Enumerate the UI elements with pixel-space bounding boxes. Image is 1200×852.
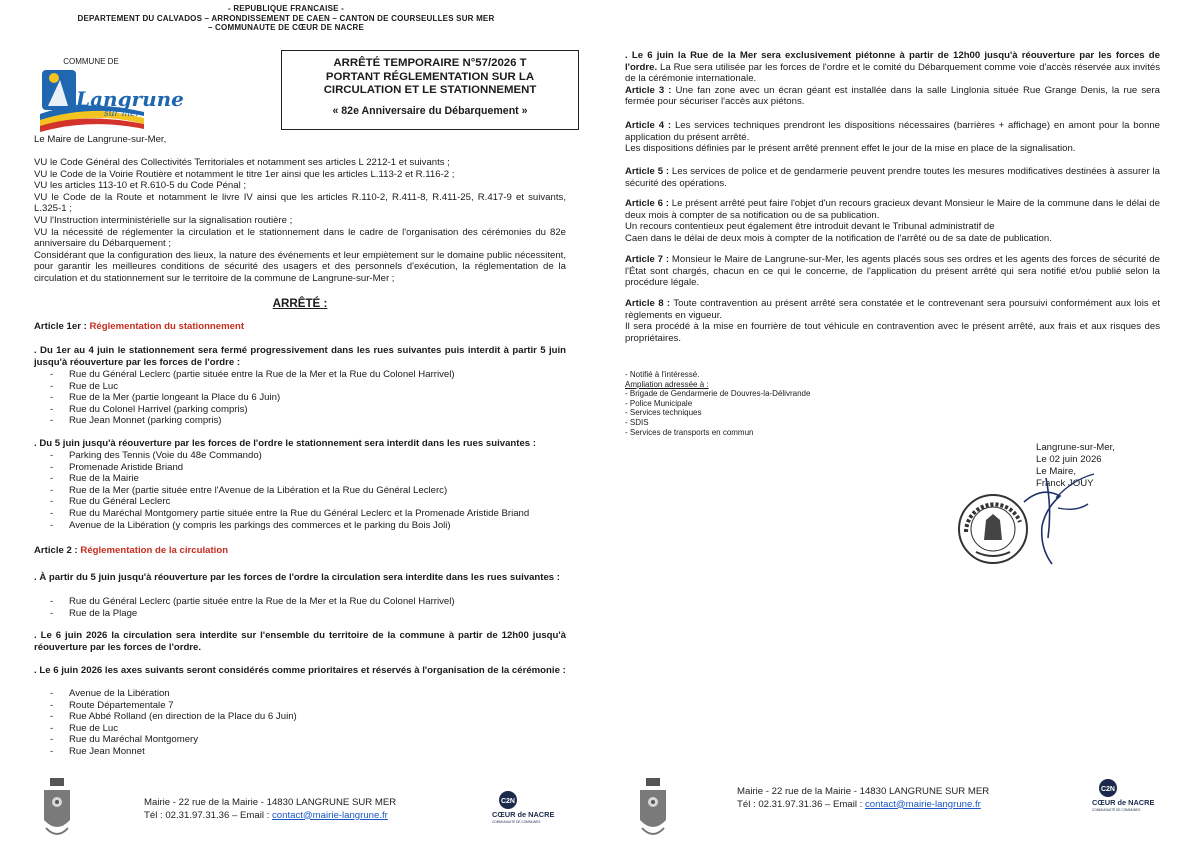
signature-name: Franck JOUY [1036,478,1094,489]
visa-item: VU les articles 113-10 et R.610-5 du Code Pénal ; [34,180,247,192]
list-item: - Rue de la Plage [50,607,138,619]
list-item: - Rue de Luc [50,722,119,734]
list-item: - Rue du Général Leclerc [50,496,171,508]
signature-place: Langrune-sur-Mer, [1036,442,1115,453]
article-1-list-2 [50,450,529,531]
title-line-3: CIRCULATION ET LE STATIONNEMENT [323,84,537,97]
footer-address: Mairie - 22 rue de la Mairie - 14830 LANGRUNE SUR MER [144,797,397,808]
article-8: Article 8 : Toute contravention au présent arrêté sera constatée et le contrevenant sera poursuivi conformément aux lois et règlements en vigueur. Il sera procédé à la mise en fourrière de tout véhicule en contravention avec le présent arrêté, aux frais et aux risques des propriétaires. [625,298,1160,344]
article-7-label: Article 7 : [625,254,670,265]
article-2-title: Réglementation de la circulation [80,545,229,556]
article-1-heading [34,321,244,333]
rue-de-la-mer-pedestrian: . Le 6 juin la Rue de la Mer sera exclusivement piétonne à partir de 12h00 jusqu'à réouverture par les forces de l'ordre. [625,50,1160,73]
svg-text:CŒUR de NACRE: CŒUR de NACRE [492,810,555,819]
list-item: - Avenue de la Libération [50,688,170,699]
list-item: - Brigade de Gendarmerie de Douvres-la-Délivrande [625,389,811,399]
article-6-text-3: Caen dans le délai de deux mois à compter de la notification de l'arrêté ou de sa date de publication. [625,232,1052,244]
article-8-label: Article 8 : [625,298,671,309]
list-item: - Rue Abbé Rolland (en direction de la Place du 6 Juin) [50,711,297,723]
coeur-de-nacre-logo-icon [490,790,555,826]
visa-item: Considérant que la configuration des lieux, la nature des événements et leur empiètement sur le domaine public nécessitent, pour garantir les meilleures conditions de sécurité des usagers et des personnels d'exécution, la réglementation de la circulation et du stationnement sur le territoire de la commune de Langrune-sur-Mer ; [34,249,566,284]
ampliation-heading: Ampliation adressée à : [625,379,709,389]
article-2-list-1 [50,596,455,619]
list-item: - Rue de la Mer (partie située entre l'Avenue de la Libération et la Rue du Général Leclerc) [50,484,448,496]
notification-block [625,370,810,437]
svg-text:C2N: C2N [1100,786,1116,793]
signature-date: Le 02 juin 2026 [1036,454,1102,465]
footer-contact [737,786,989,811]
article-6-label: Article 6 : [625,198,669,209]
title-line-1: ARRÊTÉ TEMPORAIRE N°57/2026 T [333,57,527,69]
list-item: - Avenue de la Libération (y compris les parkings des commerces et le parking du Bois Joli) [50,519,451,531]
visa-item: VU le Code de la Voirie Routière et notamment le titre 1er ainsi que les articles L.113-2 et R.116-2 ; [34,168,455,180]
coat-of-arms-icon [42,776,72,842]
article-1-para-1: . Du 1er au 4 juin le stationnement sera fermé progressivement dans les rues suivantes puis interdit à partir 5 juin jusqu'à réouverture par les forces de l'ordre : [34,345,566,368]
visa-item: VU le Code Général des Collectivités Territoriales et notamment ses articles L 2212-1 et suivants ; [34,157,450,168]
list-item: - SDIS [625,417,649,427]
list-item: - Police Municipale [625,398,693,408]
article-2-para-3: . Le 6 juin 2026 les axes suivants seront considérés comme prioritaires et réservés à l'organisation de la cérémonie : [34,665,566,676]
svg-text:COMMUNAUTÉ DE COMMUNES: COMMUNAUTÉ DE COMMUNES [492,820,541,824]
list-item: - Services techniques [625,408,702,418]
article-2-label: Article 2 : [34,545,81,556]
visas-list [34,157,566,285]
article-6-text-2: Un recours contentieux peut également être introduit devant le Tribunal administratif de [625,221,995,233]
footer-phone: Tél : 02.31.97.31.36 – Email : [737,798,865,810]
list-item: - Rue du Général Leclerc (partie située entre la Rue de la Mer et la Rue du Colonel Harrivel) [50,369,455,380]
footer-contact [144,797,396,822]
footer-phone: Tél : 02.31.97.31.36 – Email : [144,809,272,821]
footer-email-link[interactable]: contact@mairie-langrune.fr [272,809,388,821]
logo-name: Langrune [76,87,184,111]
list-item: - Rue du Général Leclerc (partie située entre la Rue de la Mer et la Rue du Colonel Harrivel) [50,596,455,607]
article-8-text-2: Il sera procédé à la mise en fourrière de tout véhicule en contravention avec le présent arrêté, aux frais et aux risques des propriétaires. [625,321,1160,344]
list-item: - Rue Jean Monnet (parking compris) [50,415,222,427]
visa-item: VU l'Instruction interministérielle sur la signalisation routière ; [34,214,293,226]
article-2-para-2: . Le 6 juin 2026 la circulation sera interdite sur l'ensemble du territoire de la commune à partir de 12h00 jusqu'à réouverture par les forces de l'ordre. [34,630,566,653]
svg-text:COMMUNAUTÉ DE COMMUNES: COMMUNAUTÉ DE COMMUNES [1092,808,1141,812]
list-item: - Parking des Tennis (Voie du 48e Commando) [50,450,262,461]
header-line-1: - REPUBLIQUE FRANCAISE - [228,4,344,13]
article-3-text: Une fan zone avec un écran géant est installée dans la salle Linglonia située Rue Grange Denis, la rue sera fermée pour sécuriser l'accès aux piétons. [625,84,1160,108]
title-subtitle: « 82e Anniversaire du Débarquement » [332,104,528,117]
list-item: - Promenade Aristide Briand [50,461,184,473]
article-5: Article 5 : Les services de police et de gendarmerie peuvent prendre toutes les mesures modificatives destinées à assurer la sécurité des opérations. [625,166,1160,189]
article-2-para-1: . À partir du 5 juin jusqu'à réouverture par les forces de l'ordre la circulation sera interdite dans les rues suivantes : [34,572,560,583]
article-4-label: Article 4 : [625,120,672,131]
arrete-heading: ARRÊTÉ : [272,297,328,310]
list-item: - Services de transports en commun [625,427,754,437]
page-right [600,0,1200,852]
article-1-title: Réglementation du stationnement [89,321,245,332]
coeur-de-nacre-logo-icon [1090,778,1155,814]
mayor-line: Le Maire de Langrune-sur-Mer, [34,134,167,145]
mayor-signature-icon [1012,468,1102,568]
list-item: - Rue du Maréchal Montgomery [50,734,199,746]
list-item: - Rue de la Mairie [50,473,139,485]
header-line-2: DEPARTEMENT DU CALVADOS – ARRONDISSEMENT DE CAEN – CANTON DE COURSEULLES SUR MER [77,13,495,23]
footer-address: Mairie - 22 rue de la Mairie - 14830 LANGRUNE SUR MER [737,786,990,797]
notification-line: - Notifié à l'intéressé. [625,370,700,379]
article-4: Article 4 : Les services techniques prendront les dispositions nécessaires (barrières + affichage) en amont pour la bonne application du présent arrêté. Les dispositions définies par le présent arrêté prennent effet le jour de la mise en place de la signalisation. [625,120,1160,155]
article-5-label: Article 5 : [625,166,670,177]
article-2-list-2 [50,688,297,758]
article-1-label: Article 1er : [34,321,90,332]
signature-role: Le Maire, [1036,466,1076,477]
arrete-title-box [281,50,579,130]
title-line-2: PORTANT RÉGLEMENTATION SUR LA [325,70,535,83]
article-6: Article 6 : Le présent arrêté peut faire l'objet d'un recours gracieux devant Monsieur le Maire de la commune dans le délai de deux mois à compter de sa notification ou de sa publication. Un recours contentieux peut également être introduit devant le Tribunal administratif de Caen dans le délai de deux mois à compter de la notification de l'arrêté ou de sa date de publication. [625,198,1160,244]
document-header [36,4,536,33]
list-item: - Route Départementale 7 [50,699,174,711]
langrune-logo-icon [40,66,184,132]
list-item: - Rue de Luc [50,380,119,392]
list-item: - Rue du Maréchal Montgomery partie située entre la Rue du Général Leclerc et la Promenade Aristide Briand [50,507,530,519]
logo-caption: COMMUNE DE [63,57,119,66]
svg-text:C2N: C2N [500,798,516,805]
article-4-text-2: Les dispositions définies par le présent arrêté prennent effet le jour de la mise en place de la signalisation. [625,143,1076,155]
commune-logo [36,56,184,136]
footer-email-link[interactable]: contact@mairie-langrune.fr [865,798,981,810]
visa-item: VU la nécessité de réglementer la circulation et le stationnement dans le cadre de l'organisation des cérémonies du 82e anniversaire du Débarquement ; [34,226,566,250]
article-7: Article 7 : Monsieur le Maire de Langrune-sur-Mer, les agents placés sous ses ordres et les agents des forces de sécurité de l'État sont chargés, chacun en ce qui le concerne, de l'application du présent arrêté qui sera notifié et/ou publié selon la procédure légale. [625,254,1160,289]
svg-text:CŒUR de NACRE: CŒUR de NACRE [1092,798,1155,807]
list-item: - Rue Jean Monnet [50,745,145,757]
visa-item: VU le Code de la Route et notamment le livre IV ainsi que les articles R.110-2, R.411-8, R.411-25, R.417-9 et suivants, L.325-1 ; [34,191,566,215]
coat-of-arms-icon [638,776,668,842]
header-line-3: – COMMUNAUTE DE CŒUR DE NACRE [207,23,365,33]
list-item: - Rue de la Mer (partie longeant la Place du 6 Juin) [50,392,281,404]
list-item: - Rue du Colonel Harrivel (parking compris) [50,403,248,415]
article-2-para-4: . Le 6 juin la Rue de la Mer sera exclusivement piétonne à partir de 12h00 jusqu'à réouverture par les forces de l'ordre. La Rue sera utilisée par les forces de l'ordre et le comité du Débarquement comme voie d'accès réservée aux invités de la cérémonie internationale. Article 3 : Une fan zone avec un écran géant est installée dans la salle Linglonia située Rue Grange Denis, la rue sera fermée pour sécuriser l'accès aux piétons. [625,50,1160,108]
article-3-label: Article 3 : [625,84,672,96]
logo-tagline: sur mer [104,109,140,119]
article-1-para-2: . Du 5 juin jusqu'à réouverture par les forces de l'ordre le stationnement sera interdit dans les rues suivantes : [34,438,536,449]
article-1-list-1 [50,369,455,427]
article-2-heading [34,545,228,557]
